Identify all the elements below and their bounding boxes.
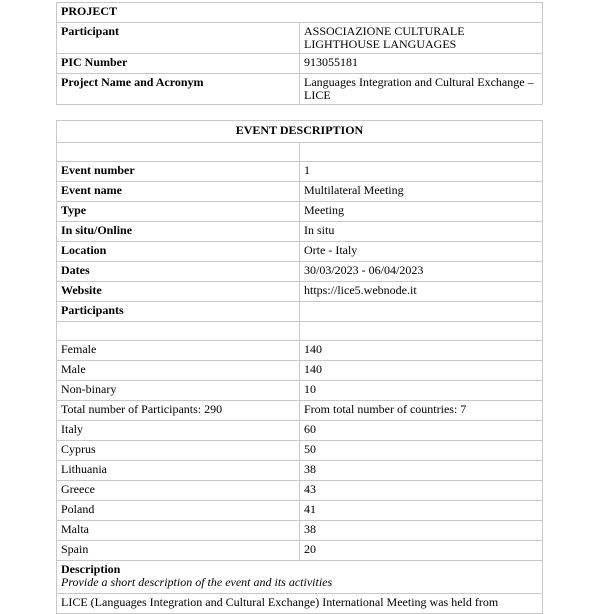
event-header-row xyxy=(57,121,543,143)
event-number-value: 1 xyxy=(300,162,543,182)
blank-cell xyxy=(57,322,300,341)
table-row xyxy=(57,54,543,74)
country-value: 43 xyxy=(300,481,543,501)
participant-label: Participant xyxy=(57,23,300,54)
project-name-value: Languages Integration and Cultural Exchange – LICE xyxy=(300,74,543,105)
event-number-label: Event number xyxy=(57,162,300,182)
country-label: Italy xyxy=(57,421,300,441)
table-row xyxy=(57,501,543,521)
country-value: 60 xyxy=(300,421,543,441)
website-label: Website xyxy=(57,282,300,302)
table-row xyxy=(57,182,543,202)
pic-number-value: 913055181 xyxy=(300,54,543,74)
blank-cell xyxy=(300,143,543,162)
male-value: 140 xyxy=(300,361,543,381)
type-label: Type xyxy=(57,202,300,222)
total-participants: Total number of Participants: 290 xyxy=(57,401,300,421)
country-label: Poland xyxy=(57,501,300,521)
female-label: Female xyxy=(57,341,300,361)
website-value[interactable]: https://lice5.webnode.it xyxy=(300,282,543,302)
table-row xyxy=(57,302,543,322)
table-row xyxy=(57,521,543,541)
description-hint: Provide a short description of the event and its activities xyxy=(61,575,333,589)
project-name-label: Project Name and Acronym xyxy=(57,74,300,105)
country-value: 41 xyxy=(300,501,543,521)
event-name-label: Event name xyxy=(57,182,300,202)
description-text-row xyxy=(57,594,543,614)
table-row xyxy=(57,202,543,222)
non-binary-label: Non-binary xyxy=(57,381,300,401)
event-table xyxy=(56,120,543,614)
project-header: PROJECT xyxy=(57,3,543,23)
table-row xyxy=(57,162,543,182)
blank-cell xyxy=(57,143,300,162)
description-text: LICE (Languages Integration and Cultural Exchange) International Meeting was held from xyxy=(57,594,543,614)
country-value: 50 xyxy=(300,441,543,461)
table-row xyxy=(57,222,543,242)
table-row xyxy=(57,481,543,501)
table-row xyxy=(57,341,543,361)
table-row xyxy=(57,541,543,561)
dates-label: Dates xyxy=(57,262,300,282)
table-row xyxy=(57,23,543,54)
table-row xyxy=(57,461,543,481)
table-row xyxy=(57,421,543,441)
location-value: Orte - Italy xyxy=(300,242,543,262)
table-row xyxy=(57,262,543,282)
blank-row xyxy=(57,143,543,162)
pic-number-label: PIC Number xyxy=(57,54,300,74)
table-row xyxy=(57,74,543,105)
blank-row xyxy=(57,322,543,341)
location-label: Location xyxy=(57,242,300,262)
total-countries: From total number of countries: 7 xyxy=(300,401,543,421)
table-row xyxy=(57,401,543,421)
description-header-row xyxy=(57,561,543,594)
country-label: Spain xyxy=(57,541,300,561)
country-value: 38 xyxy=(300,521,543,541)
participants-label: Participants xyxy=(57,302,300,322)
country-value: 38 xyxy=(300,461,543,481)
country-label: Malta xyxy=(57,521,300,541)
in-situ-online-label: In situ/Online xyxy=(57,222,300,242)
country-label: Greece xyxy=(57,481,300,501)
country-label: Cyprus xyxy=(57,441,300,461)
blank-cell xyxy=(300,302,543,322)
event-header: EVENT DESCRIPTION xyxy=(57,121,543,143)
country-label: Lithuania xyxy=(57,461,300,481)
country-value: 20 xyxy=(300,541,543,561)
description-cell xyxy=(57,561,543,594)
project-table xyxy=(56,2,543,105)
table-row xyxy=(57,361,543,381)
non-binary-value: 10 xyxy=(300,381,543,401)
table-row xyxy=(57,441,543,461)
female-value: 140 xyxy=(300,341,543,361)
table-row xyxy=(57,282,543,302)
table-row xyxy=(57,242,543,262)
dates-value: 30/03/2023 - 06/04/2023 xyxy=(300,262,543,282)
table-row xyxy=(57,381,543,401)
participant-value: ASSOCIAZIONE CULTURALE LIGHTHOUSE LANGUAGES xyxy=(300,23,543,54)
male-label: Male xyxy=(57,361,300,381)
type-value: Meeting xyxy=(300,202,543,222)
event-name-value: Multilateral Meeting xyxy=(300,182,543,202)
in-situ-online-value: In situ xyxy=(300,222,543,242)
blank-cell xyxy=(300,322,543,341)
project-header-row xyxy=(57,3,543,23)
description-label: Description xyxy=(61,562,121,576)
